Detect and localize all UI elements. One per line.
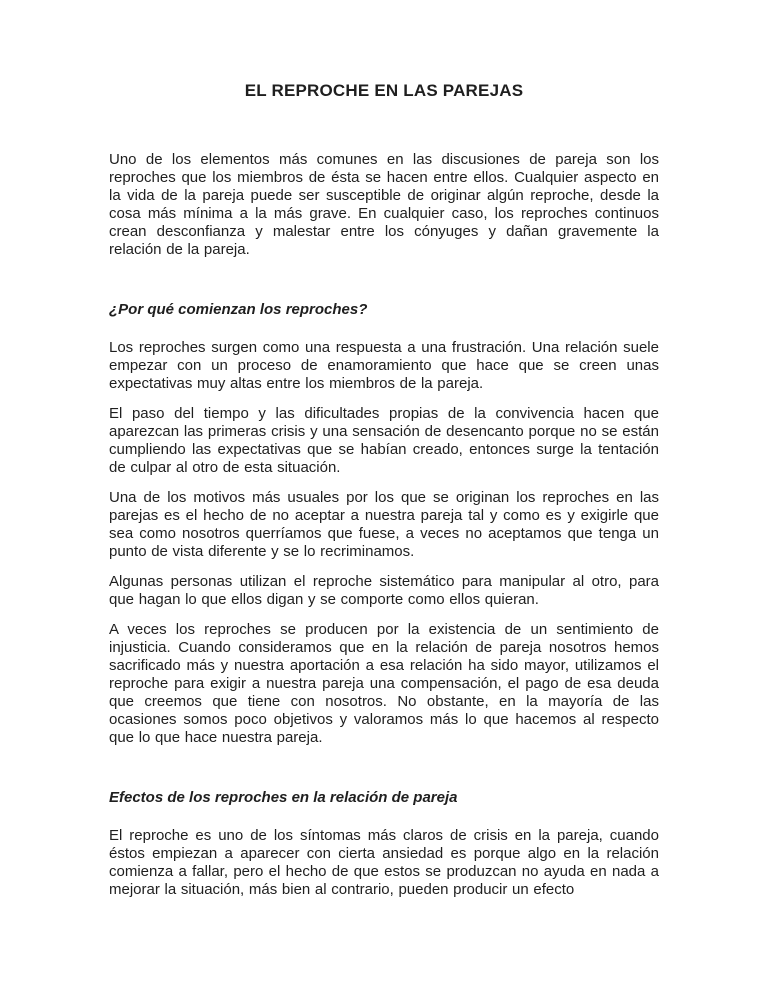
document-title: EL REPROCHE EN LAS PAREJAS: [244, 81, 524, 100]
intro-paragraph: Uno de los elementos más comunes en las discusiones de pareja son los reproches que los miembros de ésta se hacen entre ellos. Cualquier aspecto en la vida de la pareja puede ser susceptible de originar algún reproche, desde la cosa más mínima a la más grave. En cualquier caso, los reproches continuos crean desconfianza y malestar entre los cónyuges y dañan gravemente la relación de la pareja.: [109, 151, 659, 258]
section-heading-effects-on-relationship: Efectos de los reproches en la relación de pareja: [109, 789, 458, 806]
paragraph-feeling-of-injustice: A veces los reproches se producen por la existencia de un sentimiento de injusticia. Cuando consideramos que en la relación de pareja nosotros hemos sacrificado más y nuestra aportación a esa relación ha sido mayor, utilizamos el reproche para exigir a nuestra pareja una compensación, el pago de esa deuda que creemos que tiene con nosotros. No obstante, en la mayoría de las ocasiones somos poco objetivos y valoramos más lo que hacemos al respecto que lo que hace nuestra pareja.: [109, 621, 659, 746]
paragraph-not-accepting-partner: Una de los motivos más usuales por los que se originan los reproches en las parejas es el hecho de no aceptar a nuestra pareja tal y como es y exigirle que sea como nosotros querríamos que fuese, a veces no aceptamos que tenga un punto de vista diferente y se lo recriminamos.: [109, 489, 659, 560]
section-heading-why-reproaches-begin: ¿Por qué comienzan los reproches?: [109, 301, 368, 318]
paragraph-reproach-symptom-of-crisis: El reproche es uno de los síntomas más claros de crisis en la pareja, cuando éstos empiezan a aparecer con cierta ansiedad es porque algo en la relación comienza a fallar, pero el hecho de que estos se produzcan no ayuda en nada a mejorar la situación, más bien al contrario, pueden producir un efecto: [109, 827, 659, 898]
paragraph-frustration-response: Los reproches surgen como una respuesta a una frustración. Una relación suele empezar con un proceso de enamoramiento que hace que se creen unas expectativas muy altas entre los miembros de la pareja.: [109, 339, 659, 392]
paragraph-time-and-crisis: El paso del tiempo y las dificultades propias de la convivencia hacen que aparezcan las primeras crisis y una sensación de desencanto porque no se están cumpliendo las expectativas que se habían creado, entonces surge la tentación de culpar al otro de esta situación.: [109, 405, 659, 476]
paragraph-systematic-reproach: Algunas personas utilizan el reproche sistemático para manipular al otro, para que hagan lo que ellos digan y se comporte como ellos quieran.: [109, 573, 659, 608]
